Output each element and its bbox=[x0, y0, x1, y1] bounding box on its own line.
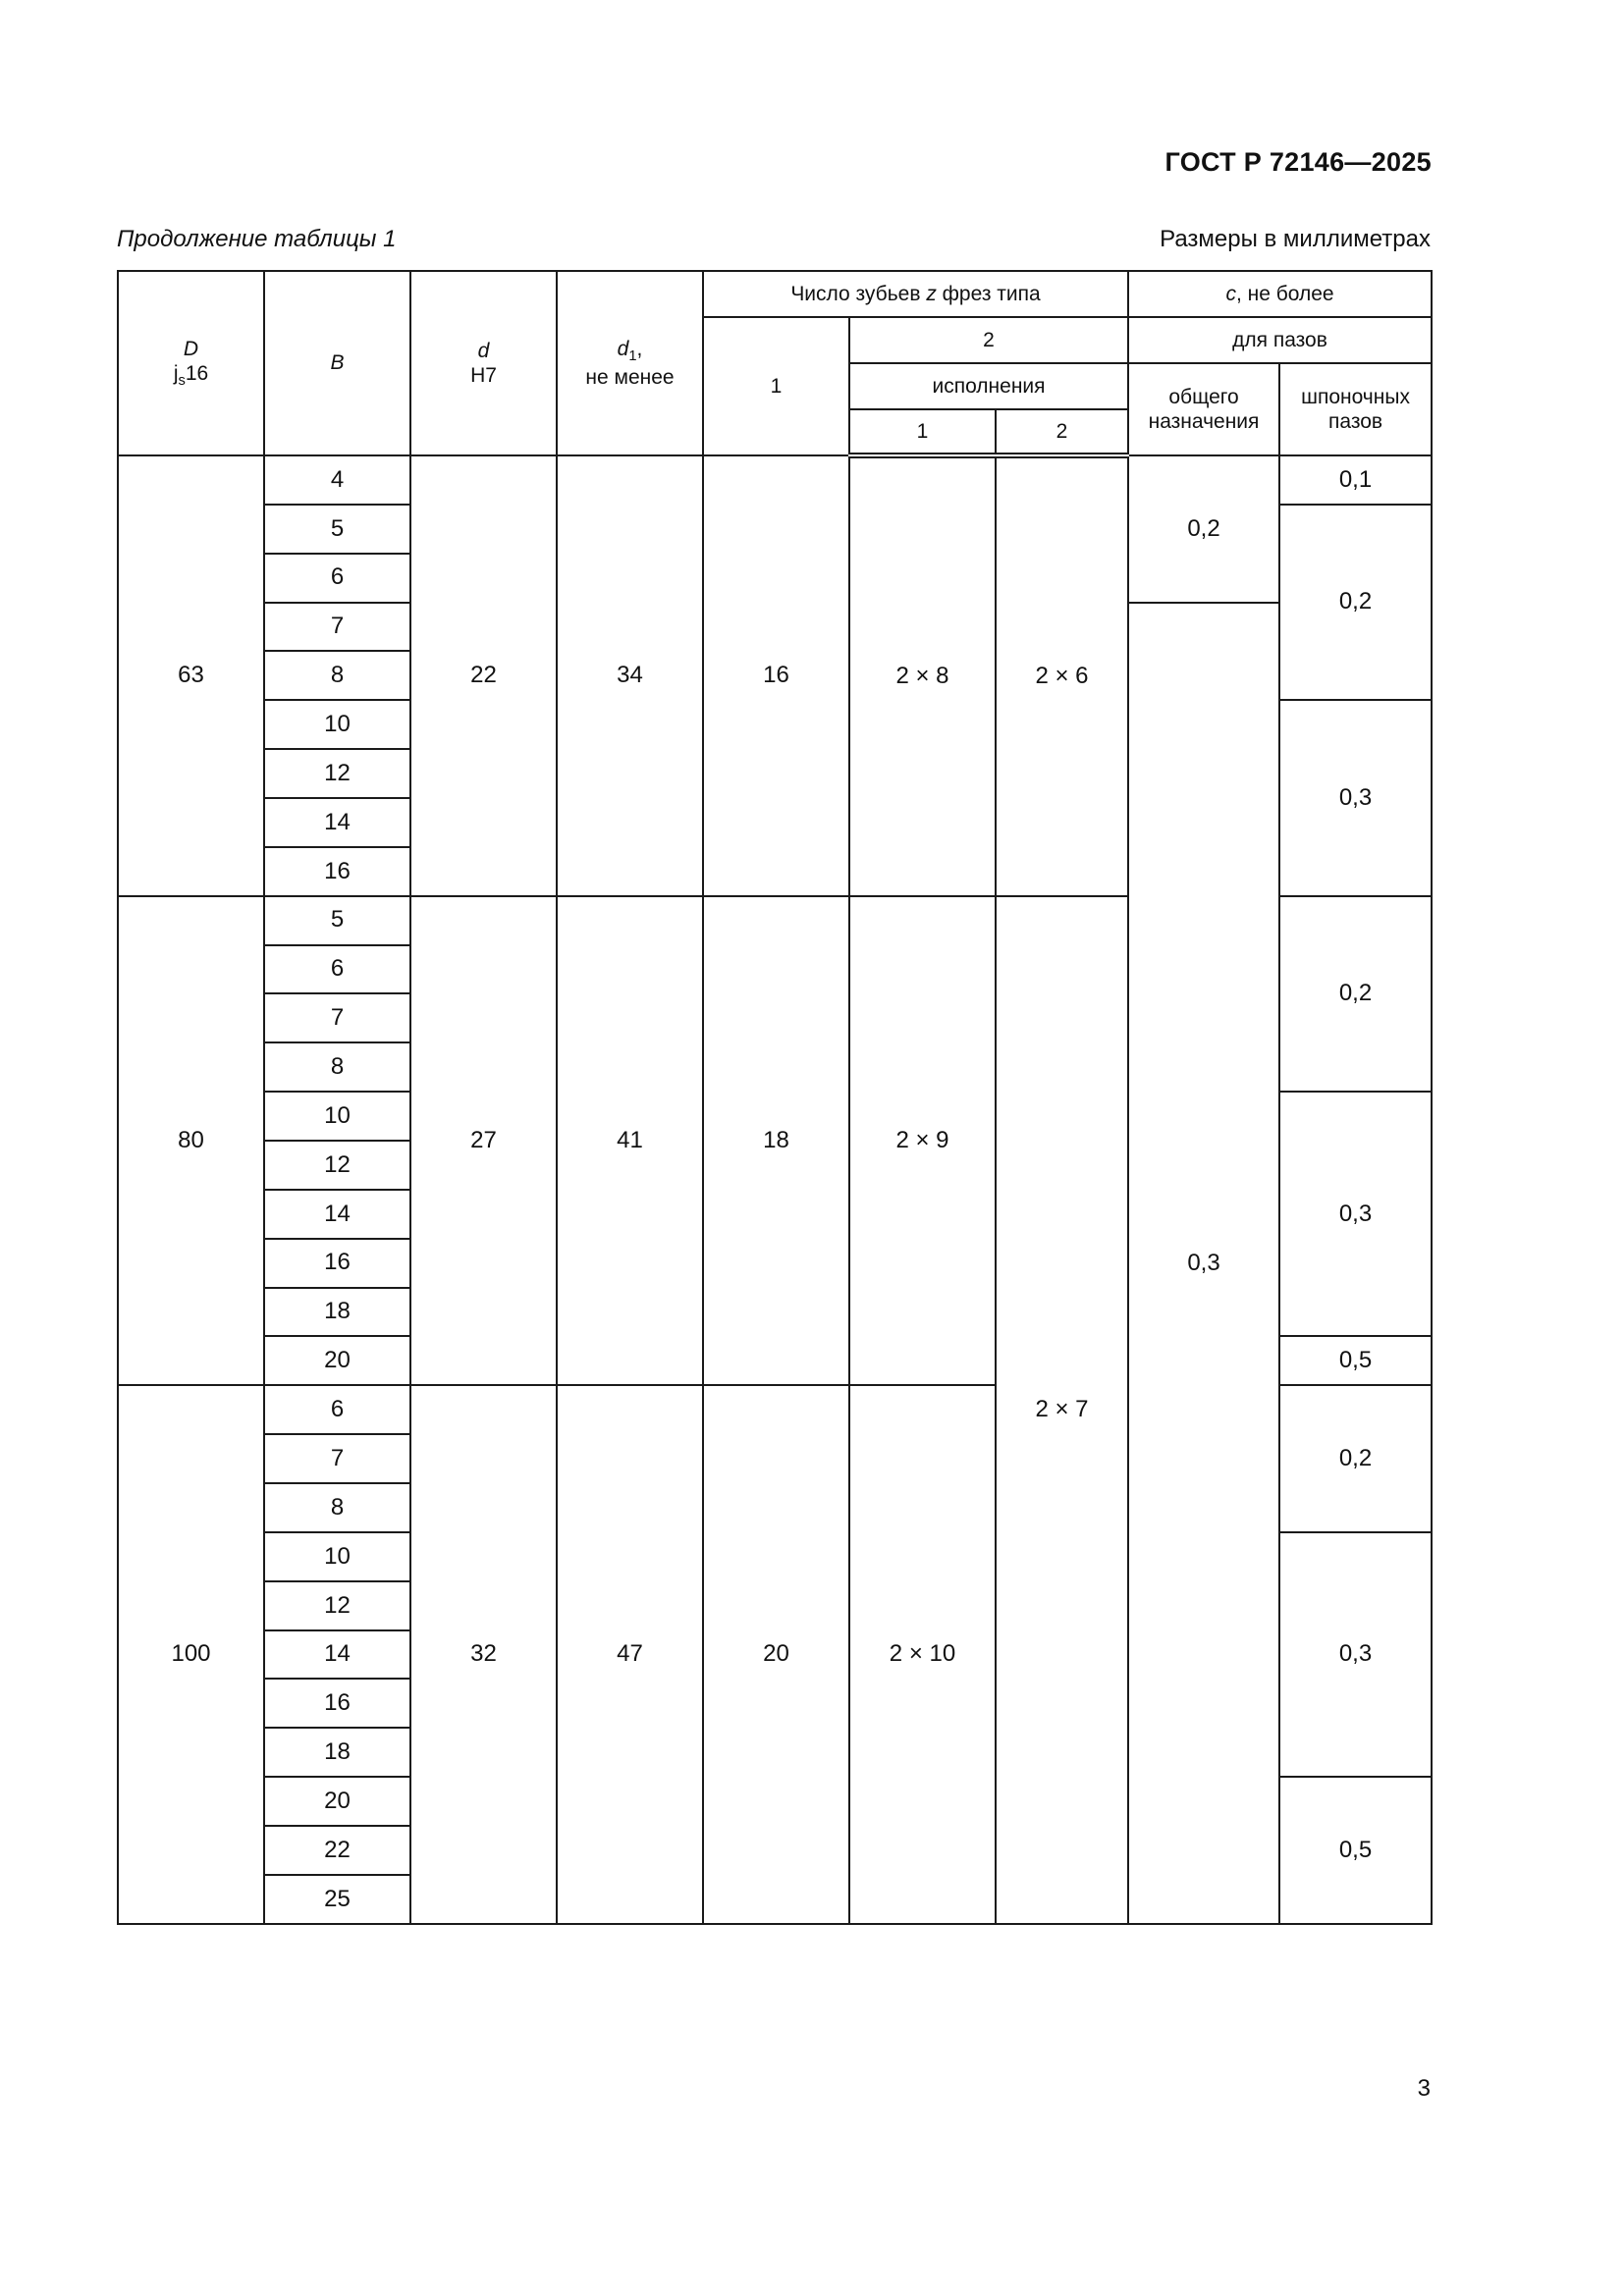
cell-B: 22 bbox=[264, 1826, 410, 1875]
cell-c-key: 0,3 bbox=[1279, 700, 1432, 895]
cell-z-type2-var1: 2 × 9 bbox=[849, 896, 996, 1386]
cell-c-general: 0,3 bbox=[1128, 603, 1279, 1924]
standard-code: ГОСТ Р 72146—2025 bbox=[1164, 147, 1432, 177]
cell-d: 22 bbox=[410, 455, 557, 896]
cell-B: 7 bbox=[264, 1434, 410, 1483]
cell-D: 63 bbox=[118, 455, 264, 896]
cell-c-general: 0,2 bbox=[1128, 455, 1279, 603]
cell-B: 8 bbox=[264, 1042, 410, 1092]
col-header-d: d H7 bbox=[410, 271, 557, 455]
cell-B: 8 bbox=[264, 1483, 410, 1532]
col-header-type-1: 1 bbox=[703, 317, 849, 455]
cell-B: 10 bbox=[264, 1532, 410, 1581]
col-header-variant-1: 1 bbox=[849, 409, 996, 455]
cell-c-key: 0,2 bbox=[1279, 505, 1432, 700]
cell-B: 6 bbox=[264, 1385, 410, 1434]
cell-z-type1: 16 bbox=[703, 455, 849, 896]
cell-c-key: 0,2 bbox=[1279, 1385, 1432, 1532]
col-header-B: B bbox=[264, 271, 410, 455]
cell-B: 20 bbox=[264, 1777, 410, 1826]
col-header-d1: $d_1$, не менее bbox=[557, 271, 703, 455]
cell-B: 18 bbox=[264, 1288, 410, 1337]
table-continuation-caption: Продолжение таблицы 1 bbox=[117, 226, 397, 252]
cell-c-key: 0,2 bbox=[1279, 896, 1432, 1092]
cell-B: 14 bbox=[264, 1190, 410, 1239]
cell-B: 5 bbox=[264, 505, 410, 554]
cell-z-type2-var1: 2 × 10 bbox=[849, 1385, 996, 1924]
cell-z-type2-var1: 2 × 8 bbox=[849, 455, 996, 896]
cell-c-key: 0,3 bbox=[1279, 1092, 1432, 1336]
col-header-teeth-count: Число зубьев z фрез типа bbox=[703, 271, 1128, 317]
cell-d: 32 bbox=[410, 1385, 557, 1924]
cell-B: 18 bbox=[264, 1728, 410, 1777]
cell-d1: 41 bbox=[557, 896, 703, 1386]
col-header-variant-2: 2 bbox=[996, 409, 1128, 455]
cell-B: 16 bbox=[264, 847, 410, 896]
cell-c-key: 0,5 bbox=[1279, 1336, 1432, 1385]
cell-D: 80 bbox=[118, 896, 264, 1386]
cell-c-key: 0,5 bbox=[1279, 1777, 1432, 1924]
cell-B: 8 bbox=[264, 651, 410, 700]
col-header-general-purpose: общего назначения bbox=[1128, 363, 1279, 455]
col-header-key-slots: шпоночных пазов bbox=[1279, 363, 1432, 455]
cell-d: 27 bbox=[410, 896, 557, 1386]
cell-d1: 34 bbox=[557, 455, 703, 896]
cell-z-type1: 18 bbox=[703, 896, 849, 1386]
cell-B: 12 bbox=[264, 1581, 410, 1630]
cell-B: 12 bbox=[264, 749, 410, 798]
col-header-type-2: 2 bbox=[849, 317, 1128, 363]
units-caption: Размеры в миллиметрах bbox=[1160, 226, 1431, 252]
cell-d1: 47 bbox=[557, 1385, 703, 1924]
cell-B: 7 bbox=[264, 993, 410, 1042]
cell-B: 25 bbox=[264, 1875, 410, 1924]
cell-D: 100 bbox=[118, 1385, 264, 1924]
cell-B: 16 bbox=[264, 1679, 410, 1728]
col-header-D: D $j_s16$ bbox=[118, 271, 264, 455]
cell-B: 20 bbox=[264, 1336, 410, 1385]
cell-z-type2-var2: 2 × 7 bbox=[996, 896, 1128, 1924]
col-header-for-slots: для пазов bbox=[1128, 317, 1432, 363]
cell-B: 4 bbox=[264, 455, 410, 505]
cell-B: 7 bbox=[264, 603, 410, 652]
cell-B: 14 bbox=[264, 1630, 410, 1680]
cell-z-type2-var2: 2 × 6 bbox=[996, 455, 1128, 896]
cell-B: 14 bbox=[264, 798, 410, 847]
cell-B: 10 bbox=[264, 1092, 410, 1141]
cell-B: 10 bbox=[264, 700, 410, 749]
cell-c-key: 0,3 bbox=[1279, 1532, 1432, 1777]
col-header-variants: исполнения bbox=[849, 363, 1128, 409]
cell-B: 6 bbox=[264, 554, 410, 603]
cell-B: 6 bbox=[264, 945, 410, 994]
cell-B: 5 bbox=[264, 896, 410, 945]
cell-z-type1: 20 bbox=[703, 1385, 849, 1924]
cell-c-key: 0,1 bbox=[1279, 455, 1432, 505]
cell-B: 16 bbox=[264, 1239, 410, 1288]
dimensions-table bbox=[117, 270, 1433, 1925]
col-header-c: c, не более bbox=[1128, 271, 1432, 317]
cell-B: 12 bbox=[264, 1141, 410, 1190]
page-number: 3 bbox=[1417, 2075, 1431, 2102]
